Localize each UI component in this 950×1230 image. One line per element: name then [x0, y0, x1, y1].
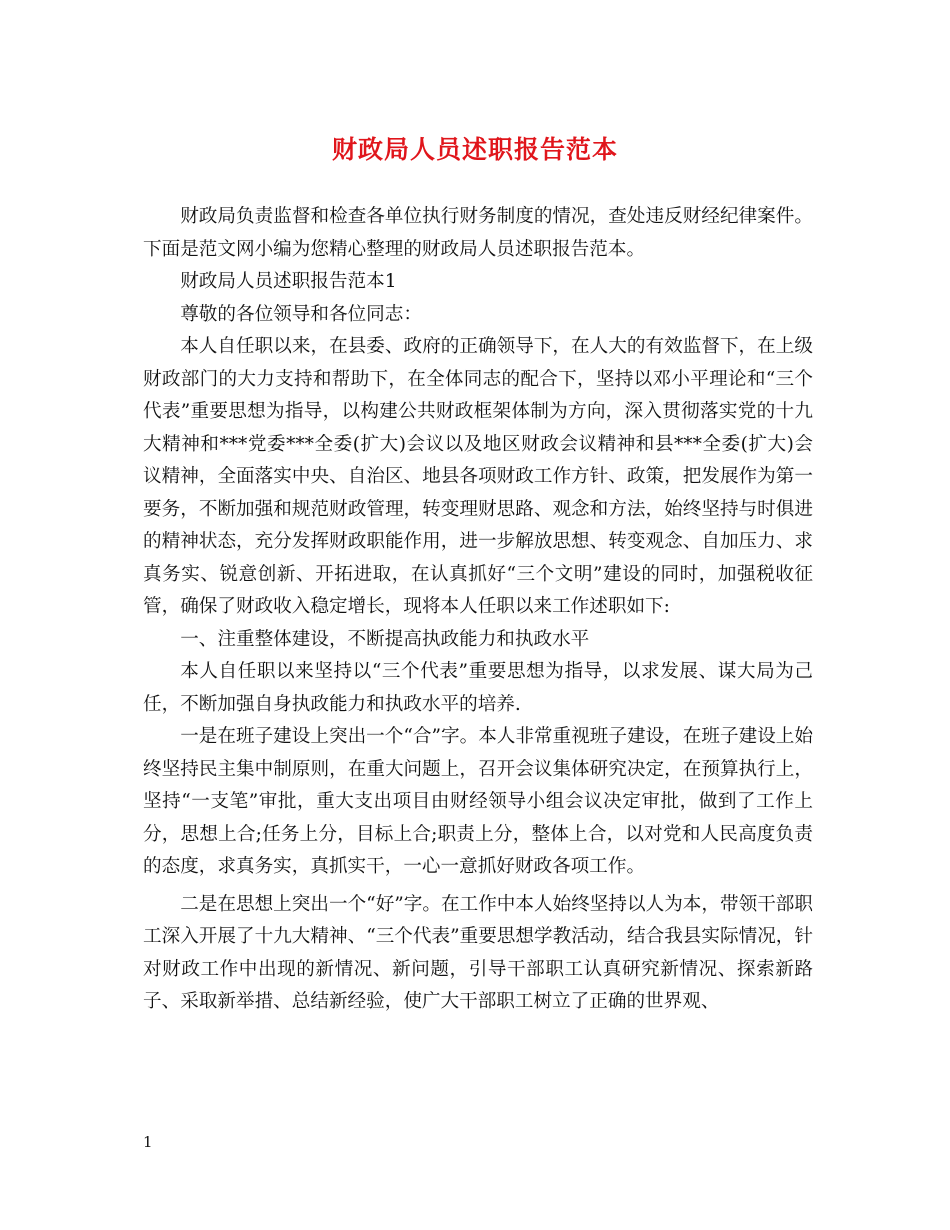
section-intro-paragraph: 本人自任职以来坚持以“三个代表”重要思想为指导，以求发展、谋大局为己任，不断加强自身执政能力和执政水平的培养. [143, 661, 813, 715]
document-body [143, 201, 813, 1019]
section-heading: 一、注重整体建设，不断提高执政能力和执政水平 [180, 628, 590, 650]
page-number: 1 [143, 1133, 153, 1151]
point-two-paragraph: 二是在思想上突出一个“好”字。在工作中本人始终坚持以人为本，带领干部职工深入开展了十九大精神、“三个代表”重要思想学教活动，结合我县实际情况，针对财政工作中出现的新情况、新问题，引导干部职工认真研究新情况、探索新路子、采取新举措、总结新经验，使广大干部职工树立了正确的世界观、 [143, 893, 813, 1012]
intro-paragraph: 财政局负责监督和检查各单位执行财务制度的情况，查处违反财经纪律案件。下面是范文网小编为您精心整理的财政局人员述职报告范本。 [143, 206, 813, 260]
document-title: 财政局人员述职报告范本 [331, 135, 618, 164]
opening-paragraph: 本人自任职以来，在县委、政府的正确领导下，在人大的有效监督下，在上级财政部门的大力支持和帮助下，在全体同志的配合下，坚持以邓小平理论和“三个代表”重要思想为指导，以构建公共财政框架体制为方向，深入贯彻落实党的十九大精神和***党委***全委(扩大)会议以及地区财政会议精神和县***全委(扩大)会议精神，全面落实中央、自治区、地县各项财政工作方针、政策，把发展作为第一要务，不断加强和规范财政管理，转变理财思路、观念和方法，始终坚持与时俱进的精神状态，充分发挥财政职能作用，进一步解放思想、转变观念、自加压力、求真务实、锐意创新、开拓进取，在认真抓好“三个文明”建设的同时，加强税收征管，确保了财政收入稳定增长，现将本人任职以来工作述职如下: [143, 336, 813, 617]
salutation: 尊敬的各位领导和各位同志： [180, 303, 422, 325]
point-one-paragraph: 一是在班子建设上突出一个“合”字。本人非常重视班子建设，在班子建设上始终坚持民主集中制原则，在重大问题上，召开会议集体研究决定，在预算执行上，坚持“一支笔”审批，重大支出项目由财经领导小组会议决定审批，做到了工作上分，思想上合;任务上分，目标上合;职责上分，整体上合，以对党和人民高度负责的态度，求真务实，真抓实干，一心一意抓好财政各项工作。 [143, 726, 813, 877]
sample-heading: 财政局人员述职报告范本1 [180, 271, 397, 292]
